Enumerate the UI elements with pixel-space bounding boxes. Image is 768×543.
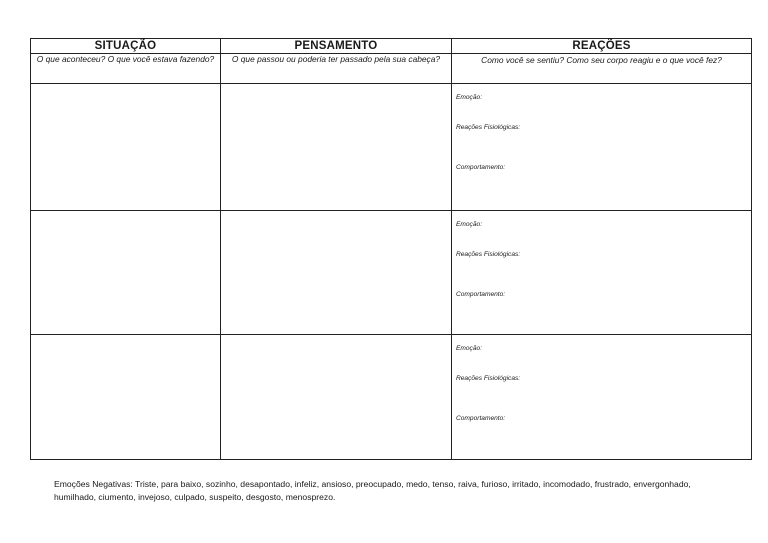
emotion-label: Emoção: [456,221,483,228]
thought-cell[interactable] [221,84,452,211]
emotion-label: Emoção: [456,345,483,352]
emotion-label: Emoção: [456,94,483,101]
behavior-label: Comportamento: [456,291,506,298]
header-row [31,39,752,54]
thought-record-sheet [30,38,751,460]
table-row [31,84,752,211]
physiological-label: Reações Fisiológicas: [456,375,521,382]
subheader-thought: O que passou ou poderia ter passado pela sua cabeça? [221,54,452,84]
behavior-label: Comportamento: [456,164,506,171]
physiological-label: Reações Fisiológicas: [456,251,521,258]
situation-cell[interactable] [31,84,221,211]
reactions-cell[interactable] [452,211,752,335]
header-situation: SITUAÇÃO [31,39,221,54]
header-reactions: REAÇÕES [452,39,752,54]
thought-record-table [30,38,752,460]
reactions-cell[interactable] [452,335,752,460]
negative-emotions-note: Emoções Negativas: Triste, para baixo, sozinho, desapontado, infeliz, ansioso, preocupado, medo, tenso, raiva, furioso, irritado, incomodado, frustrado, envergonhado, humilhado, ciumento, invejoso, culpado, suspeito, desgosto, menosprezo. [54,479,691,502]
thought-cell[interactable] [221,211,452,335]
behavior-label: Comportamento: [456,415,506,422]
subheader-row [31,54,752,84]
header-thought: PENSAMENTO [221,39,452,54]
reactions-cell[interactable] [452,84,752,211]
physiological-label: Reações Fisiológicas: [456,124,521,131]
subheader-situation: O que aconteceu? O que você estava fazendo? [31,54,221,84]
situation-cell[interactable] [31,211,221,335]
thought-cell[interactable] [221,335,452,460]
situation-cell[interactable] [31,335,221,460]
table-row [31,335,752,460]
subheader-reactions: Como você se sentiu? Como seu corpo reagiu e o que você fez? [452,54,752,84]
table-row [31,211,752,335]
